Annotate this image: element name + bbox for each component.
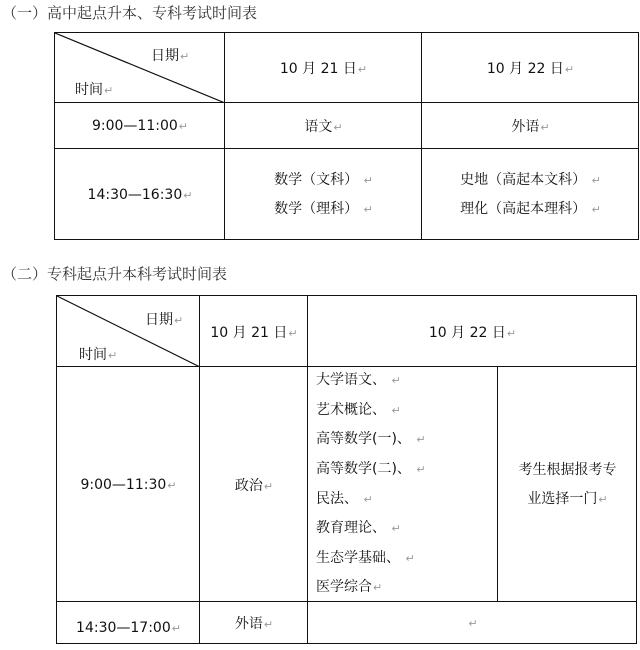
paragraph-mark-icon: ↵ [167,478,177,492]
subject-cell: 外语↵ [511,119,550,135]
paragraph-mark-icon: ↵ [108,349,118,362]
list-item: 艺术概论、 ↵ [316,401,401,418]
time-cell: 9:00—11:00↵ [91,118,188,134]
list-item: 教育理论、 ↵ [316,520,401,537]
column-header-day1: 10 月 21 日↵ [210,324,298,341]
note-line: 业选择一门↵ [527,490,608,507]
paragraph-mark-icon: ↵ [598,492,608,506]
column-header-day2: 10 月 22 日↵ [486,61,575,77]
subject-cell: 史地（高起本文科） ↵ 理化（高起本理科） ↵ [460,171,601,217]
list-item: 大学语文、 ↵ [316,372,401,389]
time-label: 时间↵ [75,82,114,98]
exam-schedule-table-1 [54,32,639,240]
paragraph-mark-icon: ↵ [363,173,373,187]
paragraph-mark-icon: ↵ [564,63,575,76]
subject-list-cell [308,367,498,602]
subject-cell: 数学（文科） ↵ 数学（理科） ↵ [274,171,373,217]
paragraph-mark-icon: ↵ [183,188,193,202]
column-header-day1: 10 月 21 日↵ [279,61,368,77]
paragraph-mark-icon: ↵ [263,618,274,631]
paragraph-mark-icon: ↵ [104,84,114,97]
paragraph-mark-icon: ↵ [540,121,550,134]
section1-heading: （一）高中起点升本、专科考试时间表 [2,4,258,22]
column-header-day2: 10 月 22 日↵ [428,324,517,341]
subject-cell: 外语↵ [234,616,274,632]
subject-cell: 语文↵ [304,119,343,135]
note-cell [498,367,637,602]
paragraph-mark-icon: ↵ [363,202,373,216]
paragraph-mark-icon: ↵ [174,314,184,327]
corner-header-cell [57,296,200,367]
paragraph-mark-icon: ↵ [416,433,426,447]
paragraph-mark-icon: ↵ [591,173,601,187]
empty-cell [308,602,637,644]
paragraph-mark-icon: ↵ [591,202,601,216]
corner-header-cell [55,33,225,103]
paragraph-mark-icon: ↵ [416,462,426,476]
paragraph-mark-icon: ↵ [180,50,190,63]
paragraph-mark-icon: ↵ [333,121,343,134]
list-item: 生态学基础、 ↵ [316,549,415,566]
list-item: 医学综合↵ [316,579,383,596]
time-cell: 14:30—17:00↵ [76,620,181,636]
paragraph-mark-icon: ↵ [391,374,401,388]
paragraph-mark-icon: ↵ [288,326,298,340]
paragraph-mark-icon: ↵ [405,551,415,565]
date-label: 日期↵ [151,48,190,64]
paragraph-mark-icon: ↵ [391,522,401,536]
note-line: 考生根据报考专 [518,461,617,478]
list-item: 高等数学(一)、 ↵ [316,431,426,448]
exam-schedule-table-2 [56,295,637,644]
paragraph-mark-icon: ↵ [363,492,373,506]
paragraph-mark-icon: ↵ [178,120,188,133]
time-cell: 14:30—16:30↵ [87,186,193,203]
paragraph-mark-icon: ↵ [357,63,368,76]
paragraph-mark-icon: ↵ [263,479,274,493]
list-item: 高等数学(二)、 ↵ [316,460,426,477]
paragraph-mark-icon: ↵ [373,581,383,595]
list-item: 民法、 ↵ [316,490,373,507]
time-label: 时间↵ [79,347,118,363]
subject-cell: 政治↵ [234,477,274,494]
time-cell: 9:00—11:30↵ [80,476,177,493]
paragraph-mark-icon: ↵ [468,617,478,630]
paragraph-mark-icon: ↵ [391,403,401,417]
section2-heading: （二）专科起点升本科考试时间表 [2,265,228,283]
paragraph-mark-icon: ↵ [171,622,181,635]
date-label: 日期↵ [145,312,184,328]
paragraph-mark-icon: ↵ [506,326,517,340]
